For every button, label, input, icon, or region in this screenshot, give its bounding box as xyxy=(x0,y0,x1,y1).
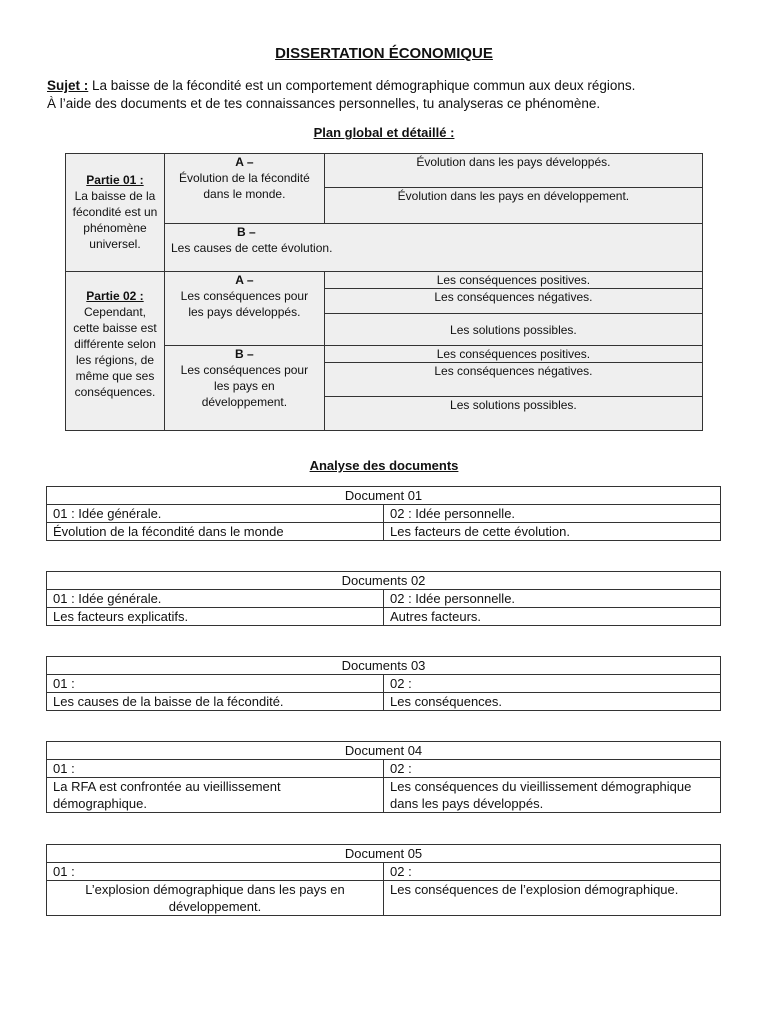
idea-1-content: La RFA est confrontée au vieillissement démographique. xyxy=(47,778,384,813)
plan-title: Plan global et détaillé : xyxy=(313,125,455,140)
part1-a-text: Évolution de la fécondité dans le monde. xyxy=(179,171,310,201)
document-title: Documents 02 xyxy=(47,572,721,590)
part2-b-cell xyxy=(164,346,324,431)
idea-1-header: 01 : xyxy=(47,863,384,881)
subject-label: Sujet : xyxy=(47,78,89,93)
part2-a-letter: A – xyxy=(235,273,254,287)
part2-cell xyxy=(66,272,165,431)
part2-a-text: Les conséquences pour les pays développés. xyxy=(180,289,309,319)
part1-b-letter: B – xyxy=(236,225,256,239)
idea-1-header: 01 : xyxy=(47,760,384,778)
part1-label: Partie 01 : xyxy=(86,173,144,187)
document-title: Document 05 xyxy=(47,845,721,863)
idea-2-header: 02 : Idée personnelle. xyxy=(384,590,721,608)
idea-1-content: Les facteurs explicatifs. xyxy=(47,608,384,626)
part1-cell xyxy=(66,154,165,272)
subject-block xyxy=(47,77,747,113)
subject-line-2: À l’aide des documents et de tes connaissances personnelles, tu analyseras ce phénomène. xyxy=(47,96,601,111)
part1-a-item: Évolution dans les pays développés. xyxy=(324,154,702,188)
part2-a-cell xyxy=(164,272,324,346)
idea-2-header: 02 : xyxy=(384,675,721,693)
part2-a-item: Les solutions possibles. xyxy=(324,314,702,346)
subject-line-1 xyxy=(47,77,747,95)
document-table xyxy=(46,486,721,541)
part1-a-item: Évolution dans les pays en développement. xyxy=(324,188,702,224)
idea-2-content: Autres facteurs. xyxy=(384,608,721,626)
idea-2-header: 02 : xyxy=(384,863,721,881)
page-title: DISSERTATION ÉCONOMIQUE xyxy=(275,45,493,62)
idea-1-content: L’explosion démographique dans les pays en développement. xyxy=(47,881,384,916)
part2-text: Cependant, cette baisse est différente selon les régions, de même que ses conséquences. xyxy=(73,305,157,399)
document-table xyxy=(46,844,721,916)
part1-b-cell xyxy=(164,224,702,272)
document-title: Documents 03 xyxy=(47,657,721,675)
plan-table xyxy=(65,153,703,431)
part2-b-item: Les conséquences positives. xyxy=(324,346,702,363)
part2-a-item: Les conséquences positives. xyxy=(324,272,702,289)
analyse-title: Analyse des documents xyxy=(309,458,459,473)
subject-text-1: La baisse de la fécondité est un comportement démographique commun aux deux régions. xyxy=(92,78,636,93)
part1-text: La baisse de la fécondité est un phénomène universel. xyxy=(72,189,158,251)
document-title: Document 04 xyxy=(47,742,721,760)
idea-2-header: 02 : Idée personnelle. xyxy=(384,505,721,523)
document-title: Document 01 xyxy=(47,487,721,505)
part2-a-item: Les conséquences négatives. xyxy=(324,289,702,314)
idea-1-header: 01 : xyxy=(47,675,384,693)
idea-1-header: 01 : Idée générale. xyxy=(47,590,384,608)
idea-2-header: 02 : xyxy=(384,760,721,778)
part1-a-letter: A – xyxy=(235,155,254,169)
idea-2-content: Les conséquences. xyxy=(384,693,721,711)
idea-2-content: Les conséquences de l’explosion démographique. xyxy=(384,881,721,916)
part2-label: Partie 02 : xyxy=(86,289,144,303)
idea-2-content: Les conséquences du vieillissement démographique dans les pays développés. xyxy=(384,778,721,813)
part2-b-text: Les conséquences pour les pays en développement. xyxy=(180,363,309,409)
part1-b-text: Les causes de cette évolution. xyxy=(170,241,333,255)
idea-1-content: Les causes de la baisse de la fécondité. xyxy=(47,693,384,711)
document-table xyxy=(46,656,721,711)
idea-2-content: Les facteurs de cette évolution. xyxy=(384,523,721,541)
part1-a-cell xyxy=(164,154,324,224)
idea-1-content: Évolution de la fécondité dans le monde xyxy=(47,523,384,541)
part2-b-letter: B – xyxy=(235,347,254,361)
document-table xyxy=(46,571,721,626)
part2-b-item: Les conséquences négatives. xyxy=(324,363,702,397)
part2-b-item: Les solutions possibles. xyxy=(324,397,702,431)
document-table xyxy=(46,741,721,813)
idea-1-header: 01 : Idée générale. xyxy=(47,505,384,523)
